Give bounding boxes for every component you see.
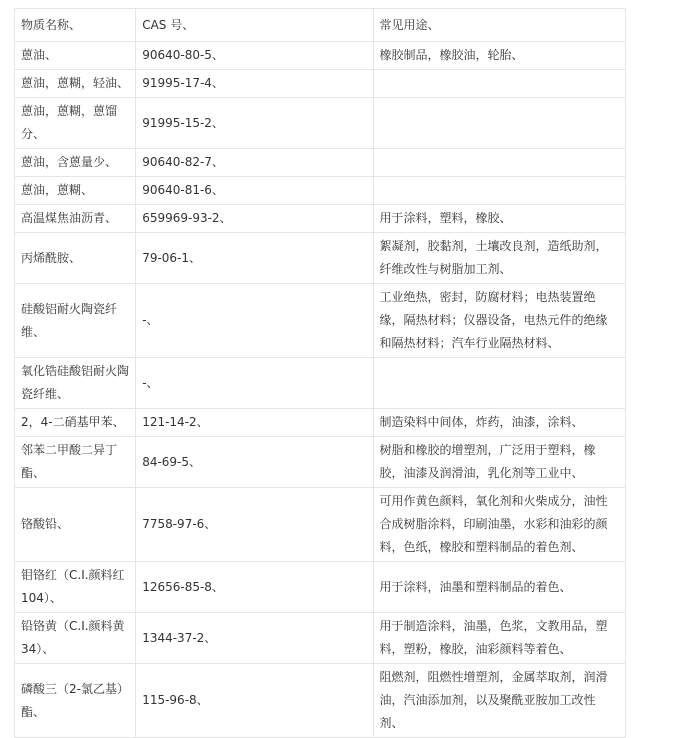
substance-name: 氧化锆硅酸铝耐火陶瓷纤维、: [15, 358, 136, 409]
cas-number: 90640-82-7、: [136, 149, 373, 177]
table-row: [15, 284, 626, 358]
cas-number: 1344-37-2、: [136, 613, 373, 664]
substance-table-container: [14, 8, 626, 738]
cas-number: 79-06-1、: [136, 233, 373, 284]
common-use: [373, 177, 625, 205]
table-row: [15, 98, 626, 149]
table-row: [15, 205, 626, 233]
common-use: 絮凝剂，胶黏剂，土壤改良剂，造纸助剂，纤维改性与树脂加工剂、: [373, 233, 625, 284]
common-use: 橡胶制品，橡胶油，轮胎、: [373, 42, 625, 70]
table-row: [15, 562, 626, 613]
header-substance-name: 物质名称、: [15, 9, 136, 42]
cas-number: -、: [136, 358, 373, 409]
substance-name: 邻苯二甲酸二异丁酯、: [15, 437, 136, 488]
header-cas-number: CAS 号、: [136, 9, 373, 42]
substance-name: 蒽油，蒽糊、: [15, 177, 136, 205]
substance-name: 钼铬红（C.I.颜料红104）、: [15, 562, 136, 613]
cas-number: 90640-80-5、: [136, 42, 373, 70]
table-row: [15, 177, 626, 205]
substance-name: 蒽油，蒽糊，轻油、: [15, 70, 136, 98]
substance-name: 2，4-二硝基甲苯、: [15, 409, 136, 437]
common-use: 用于制造涂料，油墨，色浆，文教用品，塑料，塑粉，橡胶，油彩颜料等着色、: [373, 613, 625, 664]
table-row: [15, 488, 626, 562]
table-row: [15, 664, 626, 738]
substance-name: 高温煤焦油沥青、: [15, 205, 136, 233]
common-use: 用于涂料，塑料，橡胶、: [373, 205, 625, 233]
substance-name: 蒽油，蒽糊，蒽馏分、: [15, 98, 136, 149]
cas-number: 659969-93-2、: [136, 205, 373, 233]
common-use: 用于涂料，油墨和塑料制品的着色、: [373, 562, 625, 613]
table-row: [15, 613, 626, 664]
cas-number: 7758-97-6、: [136, 488, 373, 562]
cas-number: 115-96-8、: [136, 664, 373, 738]
cas-number: 91995-17-4、: [136, 70, 373, 98]
common-use: [373, 358, 625, 409]
table-row: [15, 149, 626, 177]
common-use: 阻燃剂，阻燃性增塑剂，金属萃取剂，润滑油，汽油添加剂，以及聚酰亚胺加工改性剂、: [373, 664, 625, 738]
substance-table: [14, 8, 626, 738]
table-row: [15, 358, 626, 409]
substance-name: 铅铬黄（C.I.颜料黄34）、: [15, 613, 136, 664]
cas-number: 91995-15-2、: [136, 98, 373, 149]
cas-number: -、: [136, 284, 373, 358]
common-use: 可用作黄色颜料，氧化剂和火柴成分，油性合成树脂涂料，印刷油墨，水彩和油彩的颜料，色纸，橡胶和塑料制品的着色剂、: [373, 488, 625, 562]
cas-number: 121-14-2、: [136, 409, 373, 437]
substance-name: 蒽油，含蒽量少、: [15, 149, 136, 177]
table-row: [15, 70, 626, 98]
substance-name: 丙烯酰胺、: [15, 233, 136, 284]
header-common-use: 常见用途、: [373, 9, 625, 42]
substance-name: 蒽油、: [15, 42, 136, 70]
table-row: [15, 42, 626, 70]
table-header-row: [15, 9, 626, 42]
common-use: 工业绝热，密封，防腐材料；电热装置绝缘，隔热材料；仪器设备，电热元件的绝缘和隔热材料；汽车行业隔热材料、: [373, 284, 625, 358]
substance-name: 硅酸铝耐火陶瓷纤维、: [15, 284, 136, 358]
common-use: [373, 70, 625, 98]
substance-name: 铬酸铅、: [15, 488, 136, 562]
common-use: [373, 149, 625, 177]
table-row: [15, 233, 626, 284]
common-use: 树脂和橡胶的增塑剂，广泛用于塑料，橡胶，油漆及润滑油，乳化剂等工业中、: [373, 437, 625, 488]
cas-number: 84-69-5、: [136, 437, 373, 488]
table-row: [15, 437, 626, 488]
substance-name: 磷酸三（2-氯乙基）酯、: [15, 664, 136, 738]
table-row: [15, 409, 626, 437]
common-use: [373, 98, 625, 149]
cas-number: 90640-81-6、: [136, 177, 373, 205]
common-use: 制造染料中间体，炸药，油漆，涂料、: [373, 409, 625, 437]
cas-number: 12656-85-8、: [136, 562, 373, 613]
